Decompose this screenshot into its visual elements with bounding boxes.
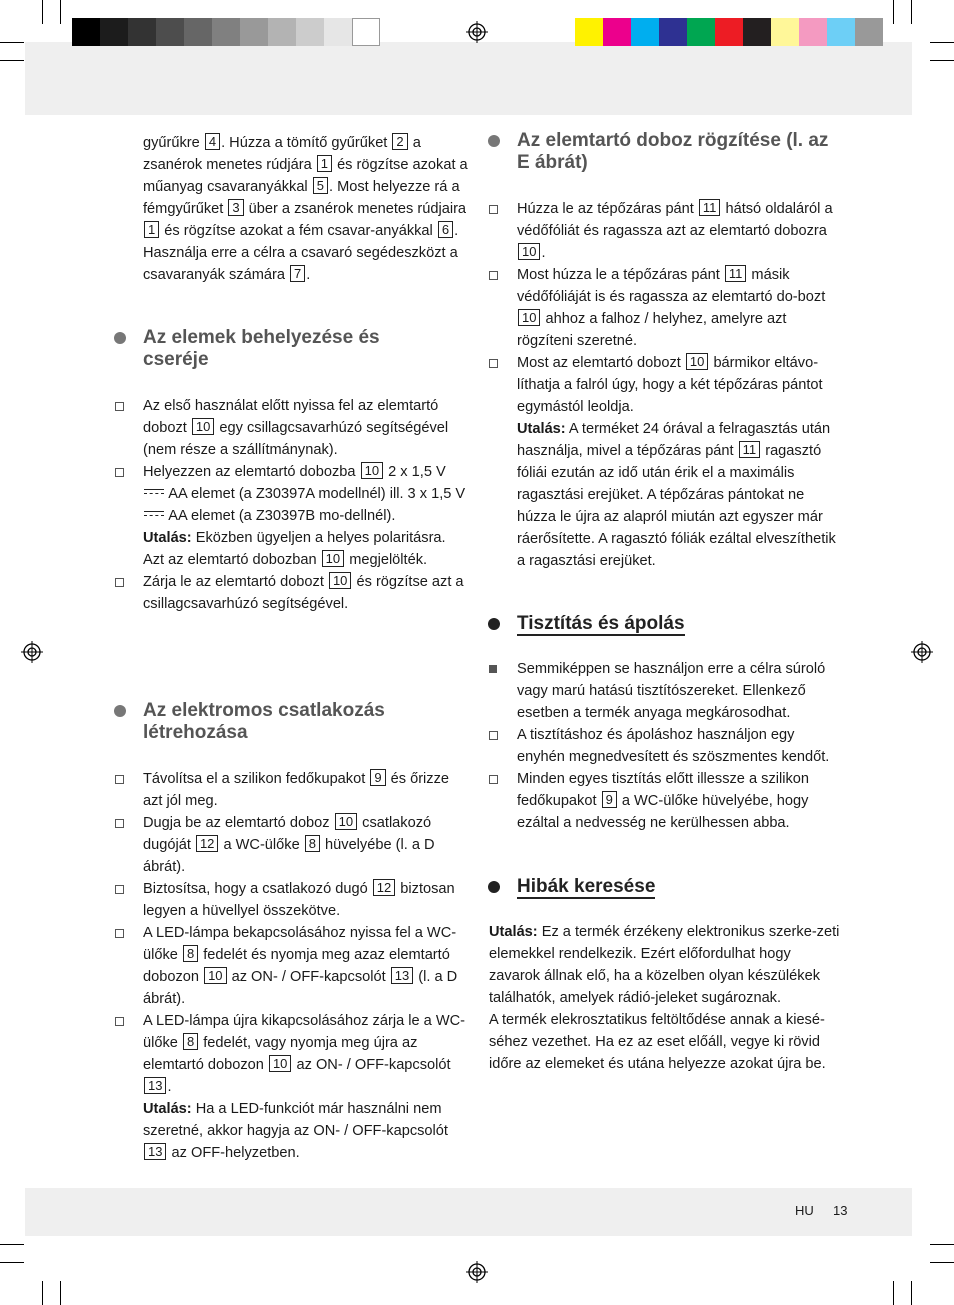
list-item	[143, 768, 468, 812]
text-run: csatlakozó dugóját	[143, 815, 432, 853]
square-bullet-icon	[115, 468, 124, 477]
text-run: Zárja le az elemtartó dobozt	[143, 574, 328, 590]
filled-square-bullet-icon	[489, 665, 497, 673]
crop-mark	[893, 1281, 894, 1305]
square-bullet-icon	[489, 271, 498, 280]
crop-mark	[0, 1244, 24, 1245]
text-run: AA elemet (a Z30397B mo-dellnél).	[165, 508, 396, 524]
color-swatch	[687, 18, 715, 46]
square-bullet-icon	[115, 885, 124, 894]
reference-number: 1	[144, 221, 159, 238]
color-swatch	[575, 18, 603, 46]
reference-number: 7	[290, 265, 305, 282]
square-bullet-icon	[115, 578, 124, 587]
crop-mark	[42, 0, 43, 24]
text-run: hüvelyébe (l. a D ábrát).	[143, 837, 435, 875]
reference-number: 11	[725, 265, 747, 282]
reference-number: 10	[329, 572, 351, 589]
list-item	[517, 724, 839, 768]
color-swatch	[743, 18, 771, 46]
reference-number: 10	[518, 309, 540, 326]
text-run: megjelölték.	[345, 552, 428, 568]
text-run: Dugja be az elemtartó doboz	[143, 815, 334, 831]
color-swatch	[268, 18, 296, 46]
page-footer	[795, 1202, 848, 1220]
square-bullet-icon	[115, 929, 124, 938]
text-run: 2 x 1,5 V	[384, 464, 446, 480]
text-run: Most húzza le a tépőzáras pánt	[517, 267, 724, 283]
color-swatch	[128, 18, 156, 46]
text-run: ragasztó fóliái ezután az idő után érik el a maximális ragasztási erejüket. A tépőzáras pántokat ne húzza le újra az alapról miután azt egyszer már ráerősítette. A ragasztó fóliák ezáltal elveszíthetik a ragasztási erejüket.	[517, 443, 836, 569]
text-run: a WC-ülőke	[219, 837, 304, 853]
crop-mark	[60, 0, 61, 24]
text-run: Minden egyes tisztítás előtt illessze a szilikon fedőkupakot	[517, 771, 810, 809]
text-run: A LED-lámpa újra kikapcsolásához zárja le a WC-ülőke	[143, 1013, 466, 1051]
registration-mark-icon	[466, 1261, 488, 1283]
list-item	[143, 922, 468, 1010]
text-run: A tisztításhoz és ápoláshoz használjon egy enyhén megnedvesített és szöszmentes kendőt.	[517, 727, 830, 765]
left-list-1	[143, 395, 468, 615]
list-item	[517, 658, 839, 724]
square-bullet-icon	[489, 731, 498, 740]
section-heading-troubleshooting: Hibák keresése	[517, 876, 837, 898]
right-list-2	[517, 658, 839, 834]
reference-number: 10	[361, 462, 383, 479]
page-number: 13	[833, 1203, 848, 1218]
text-run: az OFF-helyzetben.	[167, 1145, 300, 1161]
registration-mark-icon	[911, 641, 933, 663]
section-heading-electrical: Az elektromos csatlakozás létrehozása	[143, 700, 443, 744]
text-run: másik védőfóliáját is és ragassza az elemtartó do-bozt	[517, 267, 826, 305]
list-item	[143, 878, 468, 922]
note-label: Utalás:	[489, 924, 538, 940]
heading-bullet-icon	[488, 618, 500, 630]
text-run: egy csillagcsavarhúzó segítségével (nem része a szállítmánynak).	[143, 420, 449, 458]
text-run: Most az elemtartó dobozt	[517, 355, 685, 371]
color-swatch	[212, 18, 240, 46]
color-swatch	[72, 18, 100, 46]
text-run: fedelét és nyomja meg azaz elemtartó dobozon	[143, 947, 450, 985]
reference-number: 4	[205, 133, 220, 150]
section-heading-batteries: Az elemek behelyezése és cseréje	[143, 327, 443, 371]
color-swatch	[799, 18, 827, 46]
square-bullet-icon	[115, 819, 124, 828]
text-run: és rögzítse azokat a műanyag csavaranyákkal	[143, 157, 468, 195]
list-item	[143, 812, 468, 878]
crop-mark	[930, 1244, 954, 1245]
color-swatch	[715, 18, 743, 46]
square-bullet-icon	[489, 359, 498, 368]
list-item	[517, 198, 839, 264]
color-swatch	[240, 18, 268, 46]
section-heading-mounting: Az elemtartó doboz rögzítése (l. az E ábrát)	[517, 130, 837, 174]
text-run: hátsó oldaláról a védőfóliát és ragassza azt az elemtartó dobozra	[517, 201, 833, 239]
reference-number: 6	[438, 221, 453, 238]
square-bullet-icon	[115, 1017, 124, 1026]
crop-mark	[911, 0, 912, 24]
reference-number: 10	[518, 243, 540, 260]
square-bullet-icon	[115, 402, 124, 411]
text-run: A LED-lámpa bekapcsolásához nyissa fel a WC-ülőke	[143, 925, 457, 963]
text-run: Biztosítsa, hogy a csatlakozó dugó	[143, 881, 372, 897]
reference-number: 12	[373, 879, 395, 896]
footer-band	[25, 1188, 912, 1236]
section-heading-cleaning: Tisztítás és ápolás	[517, 613, 837, 635]
list-item	[517, 264, 839, 352]
square-bullet-icon	[489, 775, 498, 784]
crop-mark	[893, 0, 894, 24]
right-list-1	[517, 198, 839, 572]
color-swatch	[659, 18, 687, 46]
left-list-2	[143, 768, 468, 1164]
heading-bullet-icon	[488, 881, 500, 893]
color-swatch	[855, 18, 883, 46]
list-item	[143, 461, 468, 571]
reference-number: 12	[196, 835, 218, 852]
color-swatch	[184, 18, 212, 46]
direct-current-icon	[144, 510, 164, 518]
reference-number: 10	[269, 1055, 291, 1072]
reference-number: 13	[391, 967, 413, 984]
reference-number: 10	[335, 813, 357, 830]
text-run: (l. a D ábrát).	[143, 969, 458, 1007]
text-run: A terméket 24 órával a felragasztás után használja, mivel a tépőzáras pánt	[517, 421, 831, 459]
reference-number: 13	[144, 1143, 166, 1160]
text-run: Ha a LED-funkciót már használni nem szeretné, akkor hagyja az ON- / OFF-kapcsolót	[143, 1101, 448, 1139]
text-run: a WC-ülőke hüvelyébe, hogy ezáltal a nedvesség ne kerülhessen abba.	[517, 793, 809, 831]
text-run: és rögzítse azokat a fém csavar-anyákkal	[160, 223, 437, 239]
list-item	[517, 768, 839, 834]
crop-mark	[930, 1262, 954, 1263]
crop-mark	[930, 42, 954, 43]
crop-mark	[911, 1281, 912, 1305]
text-run: ahhoz a falhoz / helyhez, amelyre azt rögzíteni szeretné.	[517, 311, 787, 349]
text-run: Húzza le az tépőzáras pánt	[517, 201, 698, 217]
reference-number: 11	[699, 199, 721, 216]
color-swatch	[296, 18, 324, 46]
text-run: bármikor eltávo-líthatja a falról úgy, hogy a két tépőzáras pántot egymástól leoldja.	[517, 355, 823, 415]
text-run: Ez a termék érzékeny elektronikus szerke-zeti elemekkel rendelkezik. Ezért előfordulhat hogy zavarok állnak elő, ha a közelben olyan készülékek találhatók, amelyek rádió-jeleket sugároznak.	[489, 924, 840, 1006]
heading-bullet-icon	[114, 332, 126, 344]
reference-number: 8	[305, 835, 320, 852]
color-swatch	[827, 18, 855, 46]
reference-number: 10	[322, 550, 344, 567]
heading-bullet-icon	[488, 135, 500, 147]
text-run: A termék elekrosztatikus feltöltődése annak a kiesé-séhez vezethet. Ha ez az eset előáll, vegye ki rövid időre az elemeket és utána helyezze azokat újra be.	[489, 1012, 826, 1072]
header-band	[25, 42, 912, 115]
crop-mark	[930, 60, 954, 61]
crop-mark	[42, 1281, 43, 1305]
text-run: biztosan legyen a hüvellyel összekötve.	[143, 881, 455, 919]
right-troubleshooting-text	[489, 921, 841, 1075]
crop-mark	[60, 1281, 61, 1305]
color-swatch	[156, 18, 184, 46]
reference-number: 8	[183, 945, 198, 962]
text-run: és rögzítse azt a csillagcsavarhúzó segítségével.	[143, 574, 464, 612]
crop-mark	[0, 42, 24, 43]
reference-number: 11	[739, 441, 761, 458]
list-item	[517, 352, 839, 572]
text-run: Az első használat előtt nyissa fel az elemtartó dobozt	[143, 398, 439, 436]
text-run: és őrizze azt jól meg.	[143, 771, 450, 809]
reference-number: 9	[370, 769, 385, 786]
text-run: . Most helyezze rá a fémgyűrűket	[143, 179, 460, 217]
text-run: Távolítsa el a szilikon fedőkupakot	[143, 771, 370, 787]
text-run: gyűrűkre	[143, 135, 204, 151]
text-run: . Húzza a tömítő gyűrűket	[221, 135, 392, 151]
reference-number: 13	[144, 1077, 166, 1094]
note-label: Utalás:	[143, 1101, 192, 1117]
text-run: a zsanérok menetes rúdjára	[143, 135, 421, 173]
list-item	[143, 1010, 468, 1164]
text-run: Helyezzen az elemtartó dobozba	[143, 464, 360, 480]
color-swatch	[631, 18, 659, 46]
color-swatch	[100, 18, 128, 46]
reference-number: 8	[183, 1033, 198, 1050]
text-run: az ON- / OFF-kapcsolót	[227, 969, 390, 985]
text-run: .	[541, 245, 546, 261]
list-item	[143, 395, 468, 461]
text-run: fedelét, vagy nyomja meg újra az elemtartó dobozon	[143, 1035, 418, 1073]
text-run: .	[306, 267, 311, 283]
reference-number: 5	[313, 177, 328, 194]
text-run: Semmiképpen se használjon erre a célra súroló vagy marú hatású tisztítószereket. Ellenkező esetben a termék anyaga megkárosodhat.	[517, 661, 826, 721]
registration-mark-icon	[466, 21, 488, 43]
text-run: AA elemet (a Z30397A modellnél) ill. 3 x 1,5 V	[165, 486, 466, 502]
text-run: az ON- / OFF-kapcsolót	[292, 1057, 451, 1073]
square-bullet-icon	[489, 205, 498, 214]
crop-mark	[0, 1262, 24, 1263]
color-swatch	[771, 18, 799, 46]
left-intro	[143, 132, 468, 286]
text-run: .	[167, 1079, 172, 1095]
reference-number: 3	[228, 199, 243, 216]
crop-mark	[0, 60, 24, 61]
note-label: Utalás:	[143, 530, 192, 546]
text-run: Eközben ügyeljen a helyes polaritásra. Azt az elemtartó dobozban	[143, 530, 446, 568]
color-swatch	[324, 18, 352, 46]
note-label: Utalás:	[517, 421, 566, 437]
reference-number: 10	[192, 418, 214, 435]
heading-bullet-icon	[114, 705, 126, 717]
text-run: . Használja erre a célra a csavaró segédeszközt a csavaranyák számára	[143, 223, 459, 283]
reference-number: 10	[204, 967, 226, 984]
reference-number: 9	[602, 791, 617, 808]
list-item	[143, 571, 468, 615]
language-code: HU	[795, 1203, 814, 1218]
reference-number: 2	[392, 133, 407, 150]
square-bullet-icon	[115, 775, 124, 784]
color-swatch	[603, 18, 631, 46]
registration-mark-icon	[21, 641, 43, 663]
reference-number: 10	[686, 353, 708, 370]
direct-current-icon	[144, 488, 164, 496]
color-swatch	[352, 18, 380, 46]
text-run: über a zsanérok menetes rúdjaira	[244, 201, 467, 217]
reference-number: 1	[317, 155, 332, 172]
